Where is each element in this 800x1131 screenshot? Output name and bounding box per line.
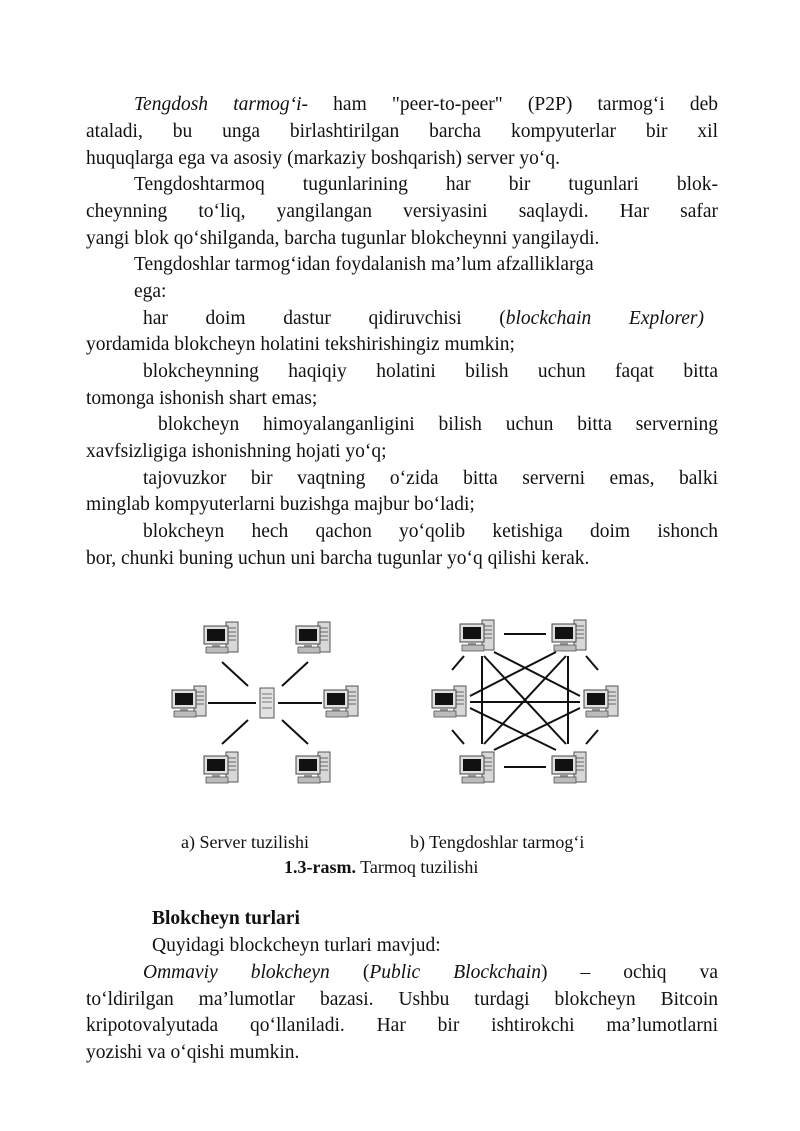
- computer-icon: [432, 686, 466, 717]
- caption-a: a) Server tuzilishi: [181, 832, 309, 852]
- bullet-1-line-1: [143, 306, 704, 333]
- section-p-line-3-text: kripotovalyutada qo‘llaniladi. Har bir ishtirokchi ma’lumotlarni: [86, 1015, 718, 1036]
- bullet-4-line-1-text: tajovuzkor bir vaqtning o‘zida bitta serverni emas, balki: [143, 468, 718, 489]
- section-intro: Quyidagi blockcheyn turlari mavjud:: [152, 935, 441, 956]
- p3-line-2: ega:: [134, 281, 167, 302]
- public-blockchain-english: Public Blockchain: [369, 962, 541, 983]
- bullet-4-line-1: [143, 466, 718, 493]
- section-p-mid: (: [329, 962, 370, 983]
- bullet-2-line-1: [143, 359, 718, 386]
- section-p-line-2-text: to‘ldirilgan ma’lumotlar bazasi. Ushbu turdagi blokcheyn Bitcoin: [86, 989, 718, 1010]
- computer-icon: [204, 622, 238, 653]
- p1-line-2-text: ataladi, bu unga birlashtirilgan barcha kompyuterlar bir xil: [86, 121, 718, 142]
- bullet-2-line-2: tomonga ishonish shart emas;: [86, 388, 318, 409]
- bullet-5-line-2: bor, chunki buning uchun uni barcha tugunlar yo‘q qilishi kerak.: [86, 548, 590, 569]
- public-blockchain-term: Ommaviy blokcheyn: [143, 962, 330, 983]
- computer-icon: [552, 752, 586, 783]
- p1-line-1-rest: ham "peer-to-peer" (P2P) tarmog‘i deb: [307, 94, 719, 115]
- computer-icon: [296, 622, 330, 653]
- computer-icon: [296, 752, 330, 783]
- section-p-rest: ) – ochiq va: [540, 962, 718, 983]
- peer-network-diagram: [432, 620, 618, 783]
- section-p-line-1: [143, 960, 718, 987]
- p1-italic-term: Tengdosh tarmog‘i-: [134, 94, 308, 115]
- server-icon: [260, 688, 274, 718]
- bullet-3-line-1-text: blokcheyn himoyalanganligini bilish uchun bitta serverning: [158, 414, 718, 435]
- p2-line-1: [134, 172, 718, 199]
- p3-line-1: Tengdoshlar tarmog‘idan foydalanish ma’lum afzalliklarga: [134, 254, 594, 275]
- bullet-1-italic: blockchain Explorer): [505, 308, 704, 329]
- computer-icon: [460, 752, 494, 783]
- bullet-3-line-1: [158, 412, 718, 439]
- bullet-5-line-1: [143, 519, 718, 546]
- bullet-1-pre: har doim dastur qidiruvchisi (: [143, 308, 506, 329]
- section-p-line-2: [86, 987, 718, 1014]
- bullet-5-line-1-text: blokcheyn hech qachon yo‘qolib ketishiga doim ishonch: [143, 521, 718, 542]
- figure-caption: [284, 857, 478, 878]
- bullet-3-line-2: xavfsizligiga ishonishning hojati yo‘q;: [86, 441, 387, 462]
- p1-line-1: [134, 92, 718, 119]
- network-figure: [160, 612, 640, 792]
- computer-icon: [172, 686, 206, 717]
- computer-icon: [324, 686, 358, 717]
- bullet-2-line-1-text: blokcheynning haqiqiy holatini bilish uchun faqat bitta: [143, 361, 718, 382]
- section-heading: Blokcheyn turlari: [152, 908, 300, 929]
- computer-icon: [584, 686, 618, 717]
- caption-b: b) Tengdoshlar tarmog‘i: [410, 832, 585, 852]
- p2-line-3: yangi blok qo‘shilganda, barcha tugunlar blokcheynni yangilaydi.: [86, 228, 600, 249]
- p2-line-1-text: Tengdoshtarmoq tugunlarining har bir tugunlari blok-: [134, 174, 718, 195]
- server-structure-diagram: [172, 622, 358, 783]
- computer-icon: [552, 620, 586, 651]
- computer-icon: [204, 752, 238, 783]
- p1-line-2: [86, 119, 718, 146]
- p2-line-2: [86, 199, 718, 226]
- p2-line-2-text: cheynning to‘liq, yangilangan versiyasini saqlaydi. Har safar: [86, 201, 718, 222]
- section-p-line-4: yozishi va o‘qishi mumkin.: [86, 1042, 300, 1063]
- figure-label: 1.3-rasm.: [284, 857, 356, 877]
- bullet-1-line-2: yordamida blokcheyn holatini tekshirishingiz mumkin;: [86, 334, 515, 355]
- p1-line-3: huquqlarga ega va asosiy (markaziy boshqarish) server yo‘q.: [86, 148, 560, 169]
- bullet-4-line-2: minglab kompyuterlarni buzishga majbur bo‘ladi;: [86, 494, 475, 515]
- section-p-line-3: [86, 1013, 718, 1040]
- computer-icon: [460, 620, 494, 651]
- figure-title: Tarmoq tuzilishi: [355, 857, 479, 877]
